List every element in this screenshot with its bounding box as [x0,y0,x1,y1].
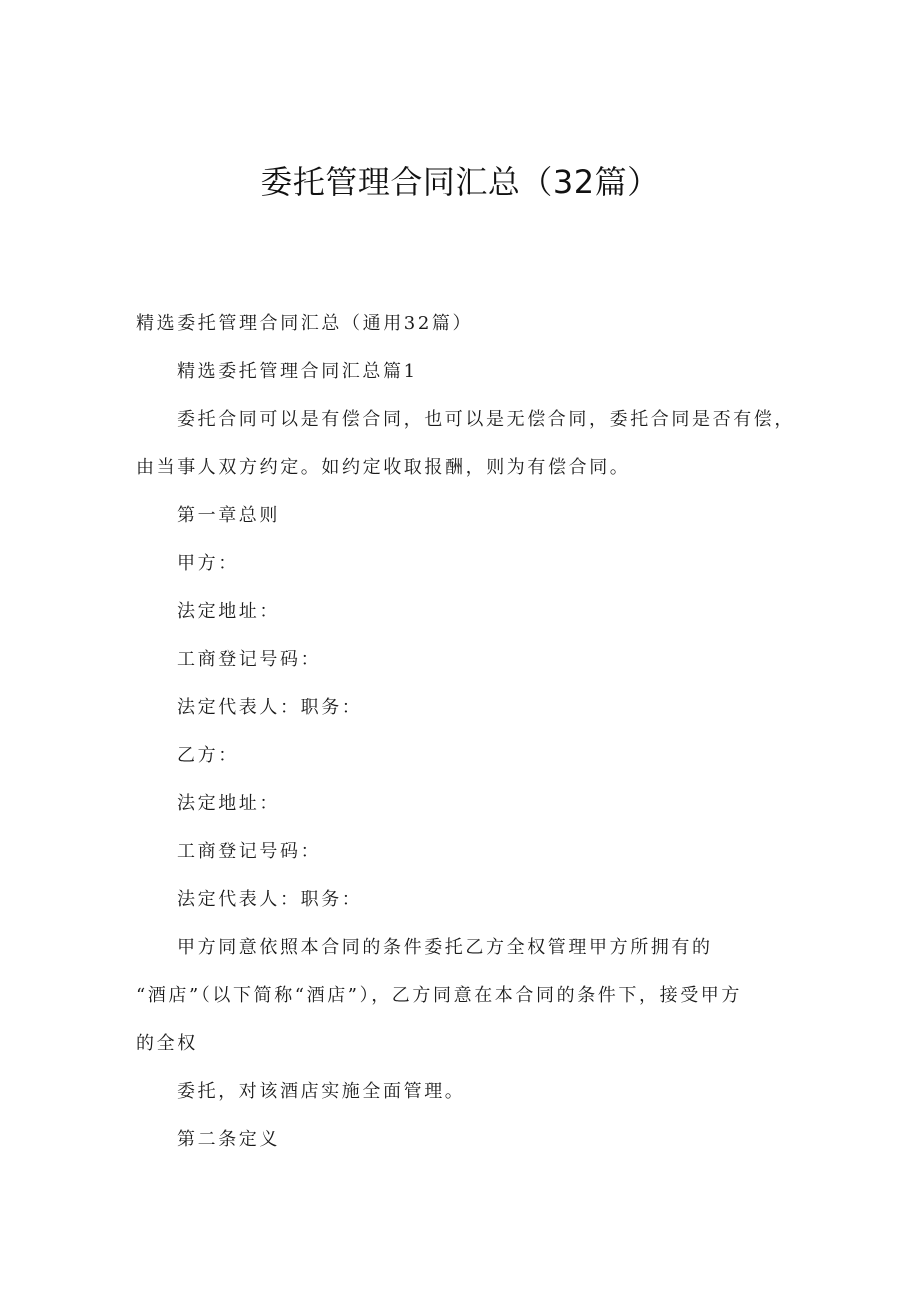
article-heading: 第二条定义 [177,1129,280,1150]
paragraph-line: 委托，对该酒店实施全面管理。 [177,1081,466,1102]
document-title: 委托管理合同汇总（32篇） [260,163,660,201]
party-a-label: 甲方： [177,553,239,574]
party-b-label: 乙方： [177,745,239,766]
paragraph-line: 由当事人双方约定。如约定收取报酬，则为有偿合同。 [136,457,631,478]
paragraph-line: 的全权 [136,1033,198,1054]
subtitle-line: 精选委托管理合同汇总（通用32篇） [136,313,474,334]
party-b-representative: 法定代表人：职务： [177,889,363,910]
paragraph-line: 甲方同意依照本合同的条件委托乙方全权管理甲方所拥有的 [177,937,713,958]
party-a-address: 法定地址： [177,601,280,622]
chapter-heading: 第一章总则 [177,505,280,526]
party-a-representative: 法定代表人：职务： [177,697,363,718]
paragraph-line: 委托合同可以是有偿合同，也可以是无偿合同，委托合同是否有偿， [177,409,795,430]
party-b-registration: 工商登记号码： [177,841,322,862]
party-a-registration: 工商登记号码： [177,649,322,670]
party-b-address: 法定地址： [177,793,280,814]
section-heading-1: 精选委托管理合同汇总篇1 [177,361,418,382]
paragraph-line: “酒店”（以下简称“酒店”），乙方同意在本合同的条件下，接受甲方 [136,985,743,1006]
